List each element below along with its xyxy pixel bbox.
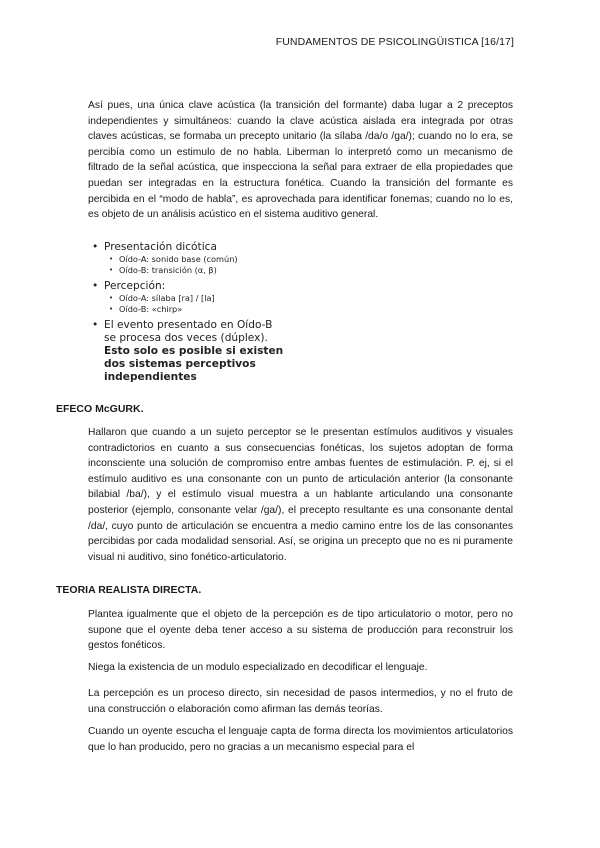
duplex-line-1: • El evento presentado en Oído-B	[104, 318, 273, 331]
duplex-line-4: dos sistemas perceptivos	[104, 357, 256, 370]
paragraph-mcgurk: Hallaron que cuando a un sujeto perceptor se le presentan estímulos auditivos y visuales contradictorios en cuanto a sus consecuencias fonéticas, los sujetos adoptan de forma inconsciente una solución de compromiso entre ambas fuentes de estimulación. P. ej, si el estímulo auditivo es una consonante con un punto de articulación anterior (la consonante bilabial /ba/), y el estímulo visual muestra a un hablante articulando una consonante posterior (ejemplo, consonante velar /ga/), el precepto resultante es una consonante dental /da/, cuyo punto de articulación se encuentra a medio camino entre los de las consonantes percibidas por cada modalidad sensorial. Así, se origina un precepto que no es ni puramente visual ni auditivo, sino fonético-articulatorio.	[88, 427, 513, 563]
bullet-perception: • Percepción:	[92, 280, 352, 293]
paragraph-intro: Así pues, una única clave acústica (la transición del formante) daba lugar a 2 preceptos independientes y simultáneos: cuando la clave acústica aislada era integrada por otras claves acústicas, se formaba un precepto unitario (la sílaba /da/o /ga/); cuando no lo era, se percibía como un estimulo de no habla. Liberman lo interpretó como un mecanismo de filtrado de la señal acústica, que inspecciona la señal para extraer de ella propiedades que puedan ser integradas en la estructura fonética. Cuando la transición del formante es percibida en el “modo de habla”, es aprovechada para identificar fonemas; cuando no lo es, es objeto de un análisis acústico en el sistema auditivo general.	[88, 100, 513, 221]
slide-bullet-list	[92, 241, 352, 384]
sub-bullet-ear-a-base: • Oído-A: sonido base (común)	[92, 254, 352, 265]
heading-mcgurk: EFECO McGURK.	[56, 403, 144, 415]
paragraph-realista-3: La percepción es un proceso directo, sin necesidad de pasos intermedios, y no el fruto de una construcción o elaboración como afirman las demás teorías.	[88, 688, 513, 715]
heading-realista-directa: TEORIA REALISTA DIRECTA.	[56, 584, 202, 596]
bullet-duplex-event	[92, 319, 352, 384]
paragraph-realista-1: Plantea igualmente que el objeto de la percepción es de tipo articulatorio o motor, pero no supone que el oyente deba tener acceso a su sistema de producción para reconstruir los gestos fonéticos.	[88, 609, 513, 652]
paragraph-realista-4: Cuando un oyente escucha el lenguaje capta de forma directa los movimientos articulatorios que lo han producido, pero no gracias a un mecanismo especial para el	[88, 726, 513, 753]
duplex-line-2: se procesa dos veces (dúplex).	[104, 331, 268, 344]
sub-bullet-ear-b-transition: • Oído-B: transición (α, β)	[92, 265, 352, 276]
sub-bullet-ear-b-chirp: • Oído-B: «chirp»	[92, 304, 352, 315]
page-header: FUNDAMENTOS DE PSICOLINGÜISTICA [16/17]	[275, 36, 514, 48]
paragraph-realista-2: Niega la existencia de un modulo especializado en decodificar el lenguaje.	[88, 662, 428, 673]
duplex-line-5: independientes	[104, 370, 197, 383]
sub-bullet-ear-a-syllable: • Oído-A: sílaba [ra] / [la]	[92, 293, 352, 304]
duplex-line-3: Esto solo es posible si existen	[104, 344, 284, 357]
bullet-dichotic-presentation: • Presentación dicótica	[92, 241, 352, 254]
